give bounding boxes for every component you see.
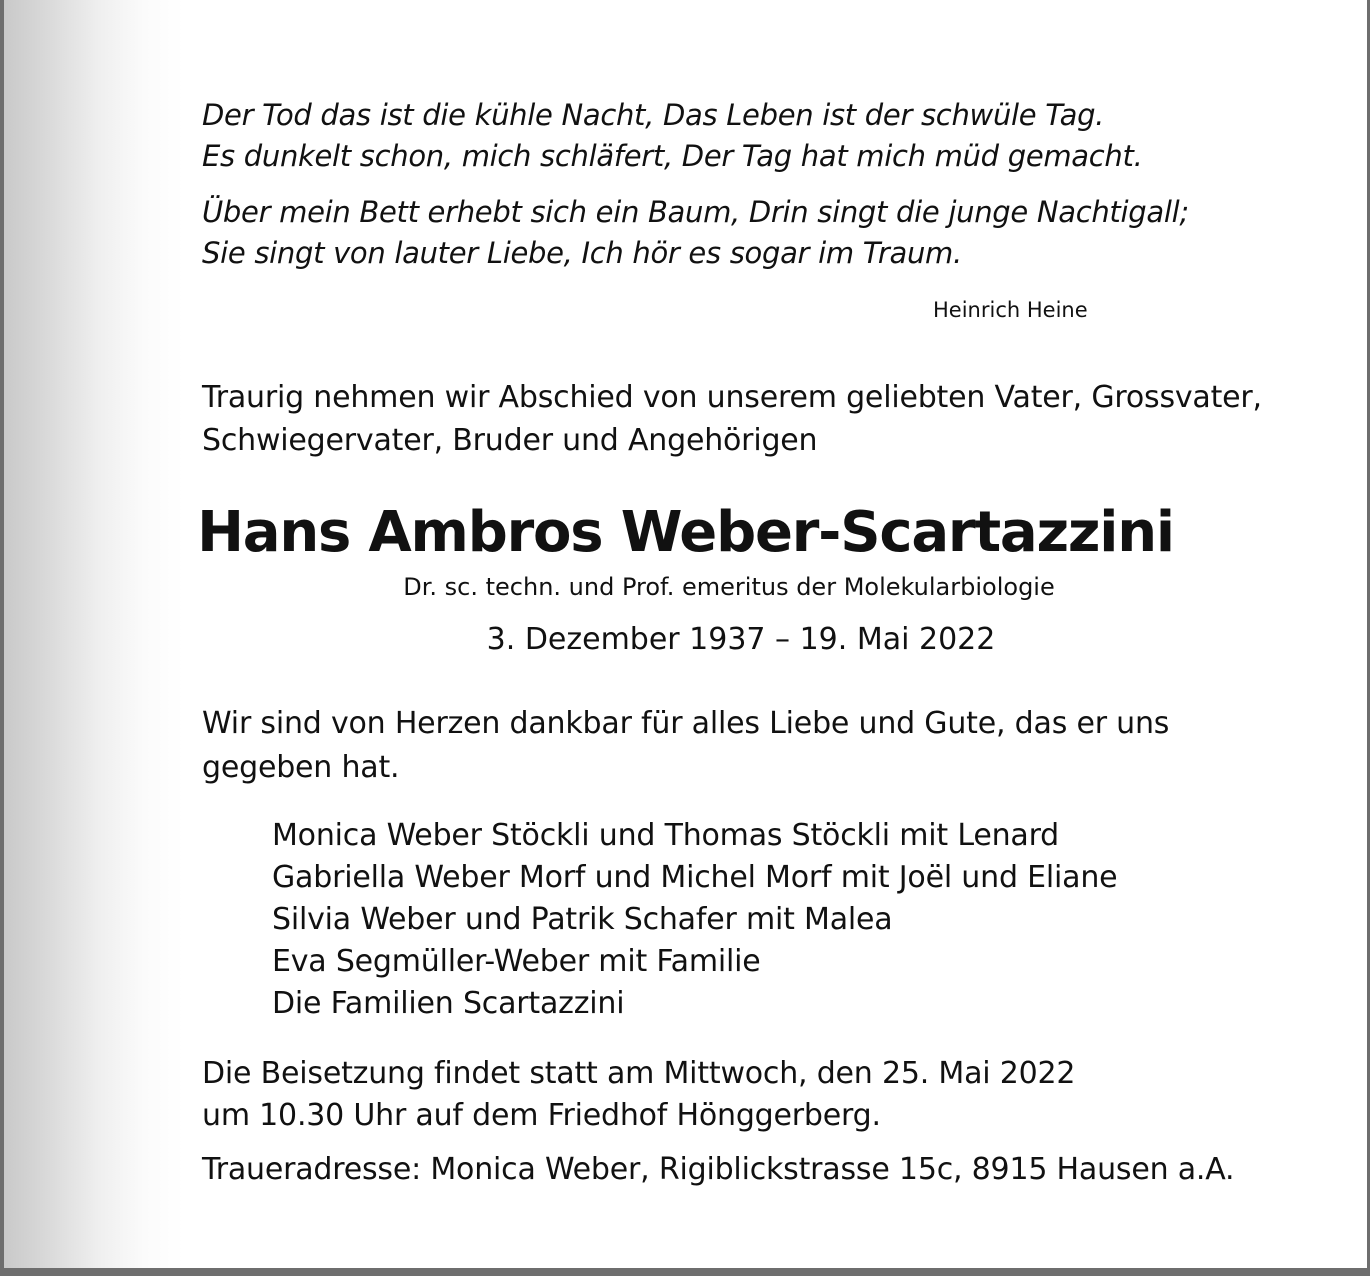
funeral-line: um 10.30 Uhr auf dem Friedhof Hönggerberg. — [202, 1098, 881, 1133]
intro-line: Schwiegervater, Bruder und Angehörigen — [202, 423, 818, 458]
poem-line: Es dunkelt schon, mich schläfert, Der Tag hat mich müd gemacht. — [202, 139, 1143, 173]
poem-author: Heinrich Heine — [933, 298, 1088, 322]
life-dates: 3. Dezember 1937 – 19. Mai 2022 — [486, 622, 996, 657]
deceased-title: Dr. sc. techn. und Prof. emeritus der Molekularbiologie — [403, 573, 1055, 601]
obituary-page — [4, 0, 1367, 1268]
mourner-line: Gabriella Weber Morf und Michel Morf mit Joël und Eliane — [272, 860, 1118, 895]
mourner-line: Silvia Weber und Patrik Schafer mit Malea — [272, 902, 893, 937]
mourner-line: Eva Segmüller-Weber mit Familie — [272, 944, 761, 979]
gratitude-line: Wir sind von Herzen dankbar für alles Liebe und Gute, das er uns — [202, 706, 1170, 741]
mourner-line: Monica Weber Stöckli und Thomas Stöckli mit Lenard — [272, 818, 1060, 853]
intro-line: Traurig nehmen wir Abschied von unserem geliebten Vater, Grossvater, — [202, 380, 1262, 415]
deceased-name: Hans Ambros Weber-Scartazzini — [197, 500, 1174, 565]
mourner-line: Die Familien Scartazzini — [272, 986, 625, 1021]
poem-line: Der Tod das ist die kühle Nacht, Das Leben ist der schwüle Tag. — [202, 98, 1105, 132]
funeral-line: Die Beisetzung findet statt am Mittwoch, den 25. Mai 2022 — [202, 1056, 1076, 1091]
gratitude-line: gegeben hat. — [202, 750, 400, 785]
poem-line: Über mein Bett erhebt sich ein Baum, Drin singt die junge Nachtigall; — [202, 195, 1189, 229]
poem-line: Sie singt von lauter Liebe, Ich hör es sogar im Traum. — [202, 236, 962, 270]
mourning-address: Traueradresse: Monica Weber, Rigiblickstrasse 15c, 8915 Hausen a.A. — [202, 1152, 1235, 1187]
